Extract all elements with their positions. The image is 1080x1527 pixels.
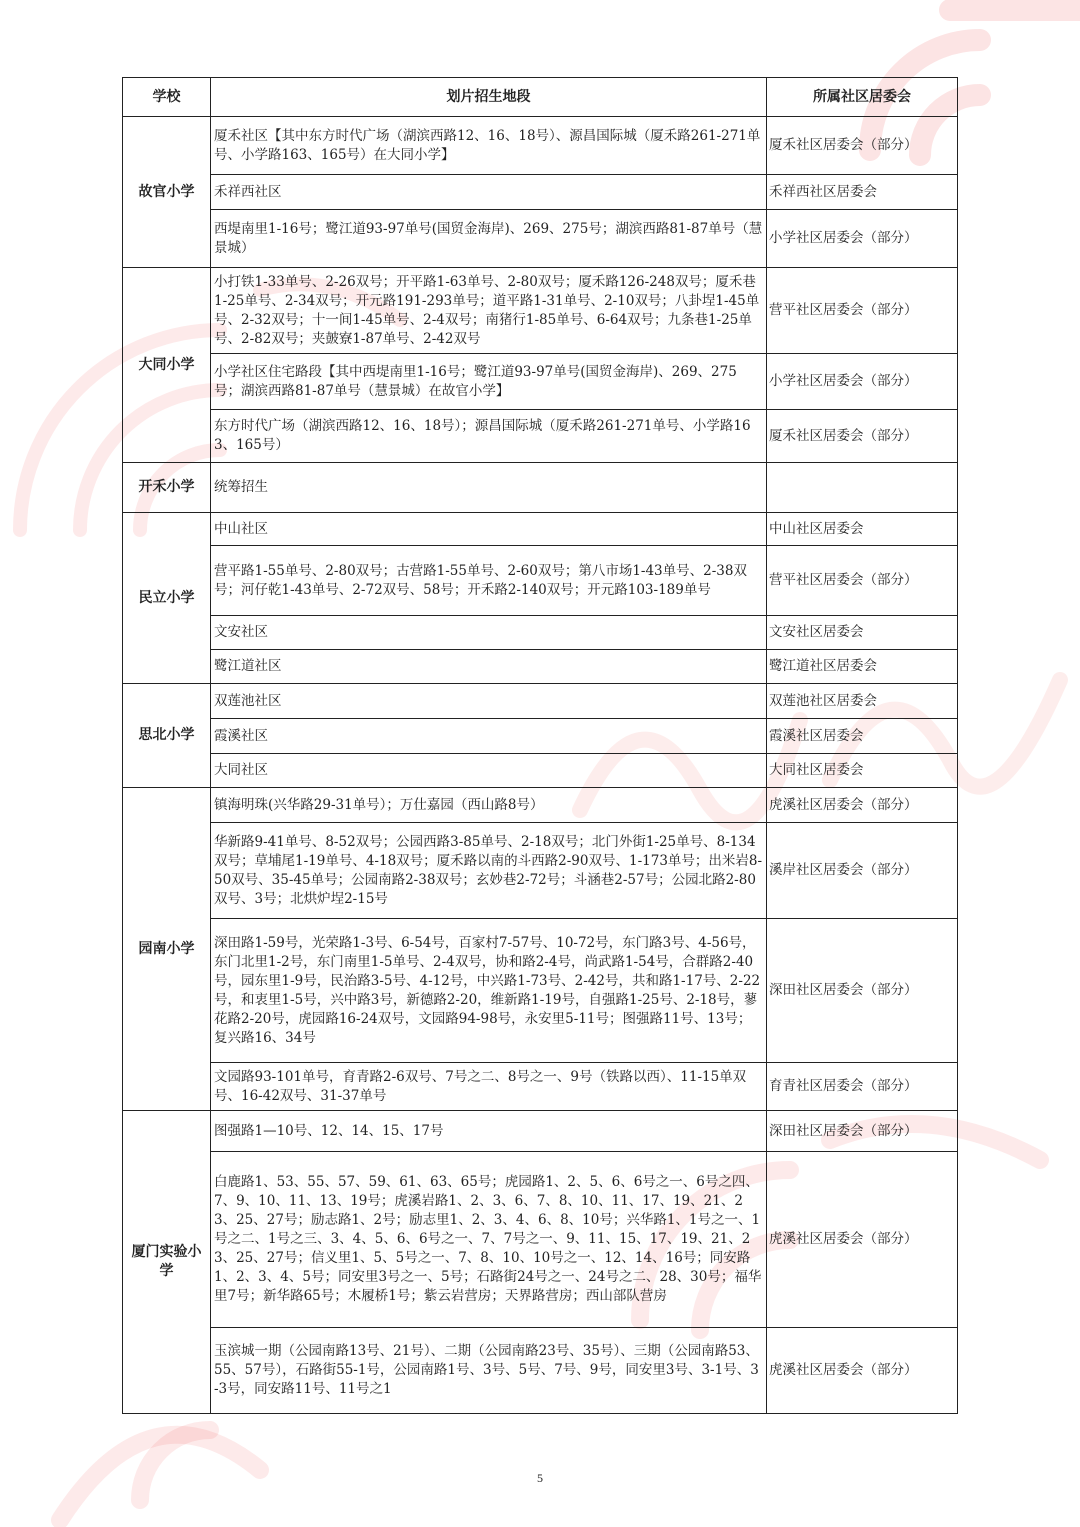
area-cell: 西堤南里1-16号；鹭江道93-97单号(国贸金海岸)、269、275号；湖滨西路81-87单号（慧景城） <box>211 210 767 268</box>
table-row <box>123 919 958 1063</box>
community-cell: 小学社区居委会（部分） <box>767 354 958 410</box>
school-name: 厦门实验小学 <box>123 1111 211 1414</box>
community-cell: 虎溪社区居委会（部分） <box>767 1328 958 1414</box>
area-cell: 图强路1—10号、12、14、15、17号 <box>211 1111 767 1152</box>
table-row <box>123 1111 958 1152</box>
community-cell: 霞溪社区居委会 <box>767 719 958 754</box>
table-row <box>123 788 958 823</box>
area-cell: 白鹿路1、53、55、57、59、61、63、65号；虎园路1、2、5、6、6号之一、6号之四、7、9、10、11、13、19号；虎溪岩路1、2、3、6、7、8、10、11、17、19、21、23、25、27号；励志路1、2号；励志里1、2、3、4、6、8、10号；兴华路1、1号之一、1号之二、1号之三、3、4、5、6、6号之一、7、7号之一、9、11、15、17、19、21、23、25、27号；信义里1、5、5号之一、7、8、10、10号之一、12、14、16号；同安路1、2、3、4、5号；同安里3号之一、5号；石路街24号之一、24号之二、28、30号；福华里7号；新华路65号；木履桥1号；紫云岩营房；天界路营房；西山部队营房 <box>211 1152 767 1328</box>
area-cell: 双莲池社区 <box>211 684 767 719</box>
community-cell: 深田社区居委会（部分） <box>767 1111 958 1152</box>
area-cell: 深田路1-59号，光荣路1-3号、6-54号，百家村7-57号、10-72号，东门路3号、4-56号，东门北里1-2号，东门南里1-5单号、2-4双号，协和路2-4号，尚武路1-54号，合群路2-40号，园东里1-9号，民治路3-5号、4-12号，中兴路1-73号、2-42号，共和路1-17号、2-22号，和衷里1-5号，兴中路3号，新德路2-20，维新路1-19号，自强路1-25号、2-18号，蓼花路2-20号，虎园路16-24双号，文园路94-98号，永安里5-11号；图强路11号、13号；复兴路16、34号 <box>211 919 767 1063</box>
community-cell: 鹭江道社区居委会 <box>767 650 958 684</box>
header-area: 划片招生地段 <box>211 78 767 117</box>
community-cell <box>767 463 958 513</box>
table-row <box>123 754 958 788</box>
community-cell: 营平社区居委会（部分） <box>767 546 958 616</box>
school-name: 思北小学 <box>123 684 211 788</box>
school-name: 故官小学 <box>123 117 211 268</box>
area-cell: 大同社区 <box>211 754 767 788</box>
area-cell: 小学社区住宅路段【其中西堤南里1-16号；鹭江道93-97单号(国贸金海岸)、269、275号；湖滨西路81-87单号（慧景城）在故官小学】 <box>211 354 767 410</box>
community-cell: 溪岸社区居委会（部分） <box>767 823 958 919</box>
table-row <box>123 1152 958 1328</box>
table-row <box>123 684 958 719</box>
school-name: 大同小学 <box>123 268 211 463</box>
table-row <box>123 823 958 919</box>
table-row <box>123 463 958 513</box>
area-cell: 镇海明珠(兴华路29-31单号）；万仕嘉园（西山路8号） <box>211 788 767 823</box>
page-number: 5 <box>537 1471 543 1485</box>
area-cell: 霞溪社区 <box>211 719 767 754</box>
table-row <box>123 354 958 410</box>
community-cell: 小学社区居委会（部分） <box>767 210 958 268</box>
area-cell: 鹭江道社区 <box>211 650 767 684</box>
community-cell: 文安社区居委会 <box>767 616 958 650</box>
table-row <box>123 1063 958 1111</box>
community-cell: 大同社区居委会 <box>767 754 958 788</box>
school-name: 民立小学 <box>123 513 211 684</box>
table-row <box>123 175 958 210</box>
table-row <box>123 268 958 354</box>
table-row <box>123 616 958 650</box>
school-name: 园南小学 <box>123 788 211 1111</box>
area-cell: 东方时代广场（湖滨西路12、16、18号）；源昌国际城（厦禾路261-271单号、小学路163、165号） <box>211 410 767 463</box>
community-cell: 虎溪社区居委会（部分） <box>767 1152 958 1328</box>
table-header-row <box>123 78 958 117</box>
area-cell: 营平路1-55单号、2-80双号；古营路1-55单号、2-60双号；第八市场1-43单号、2-38双号；河仔乾1-43单号、2-72双号、58号；开禾路2-140双号；开元路103-189单号 <box>211 546 767 616</box>
community-cell: 中山社区居委会 <box>767 513 958 546</box>
table-row <box>123 210 958 268</box>
community-cell: 双莲池社区居委会 <box>767 684 958 719</box>
table-row <box>123 117 958 175</box>
area-cell: 中山社区 <box>211 513 767 546</box>
table-row <box>123 410 958 463</box>
header-school: 学校 <box>123 78 211 117</box>
table-row <box>123 719 958 754</box>
community-cell: 厦禾社区居委会（部分） <box>767 117 958 175</box>
table-row <box>123 546 958 616</box>
table-row <box>123 513 958 546</box>
school-name: 开禾小学 <box>123 463 211 513</box>
area-cell: 文安社区 <box>211 616 767 650</box>
table-row <box>123 1328 958 1414</box>
area-cell: 玉滨城一期（公园南路13号、21号）、二期（公园南路23号、35号）、三期（公园南路53、55、57号），石路街55-1号，公园南路1号、3号、5号、7号、9号，同安里3号、3-1号、3-3号，同安路11号、11号之1 <box>211 1328 767 1414</box>
header-community: 所属社区居委会 <box>767 78 958 117</box>
enrollment-zone-table <box>122 77 958 1414</box>
table-row <box>123 650 958 684</box>
community-cell: 禾祥西社区居委会 <box>767 175 958 210</box>
area-cell: 文园路93-101单号，育青路2-6双号、7号之二、8号之一、9号（铁路以西）、11-15单双号、16-42双号、31-37单号 <box>211 1063 767 1111</box>
community-cell: 虎溪社区居委会（部分） <box>767 788 958 823</box>
area-cell: 禾祥西社区 <box>211 175 767 210</box>
community-cell: 育青社区居委会（部分） <box>767 1063 958 1111</box>
community-cell: 厦禾社区居委会（部分） <box>767 410 958 463</box>
area-cell: 统筹招生 <box>211 463 767 513</box>
community-cell: 深田社区居委会（部分） <box>767 919 958 1063</box>
community-cell: 营平社区居委会（部分） <box>767 268 958 354</box>
area-cell: 小打铁1-33单号、2-26双号；开平路1-63单号、2-80双号；厦禾路126-248双号；厦禾巷1-25单号、2-34双号；开元路191-293单号；道平路1-31单号、2-10双号；八卦埕1-45单号、2-32双号；十一间1-45单号、2-4双号；南猪行1-85单号、6-64双号；九条巷1-25单号、2-82双号；夹皷寮1-87单号、2-42双号 <box>211 268 767 354</box>
area-cell: 华新路9-41单号、8-52双号；公园西路3-85单号、2-18双号；北门外街1-25单号、8-134双号；草埔尾1-19单号、4-18双号；厦禾路以南的斗西路2-90双号、1-173单号；出米岩8-50双号、35-45单号；公园南路2-38双号；玄妙巷2-72号；斗涵巷2-57号；公园北路2-80双号、3号；北烘炉埕2-15号 <box>211 823 767 919</box>
area-cell: 厦禾社区【其中东方时代广场（湖滨西路12、16、18号）、源昌国际城（厦禾路261-271单号、小学路163、165号）在大同小学】 <box>211 117 767 175</box>
